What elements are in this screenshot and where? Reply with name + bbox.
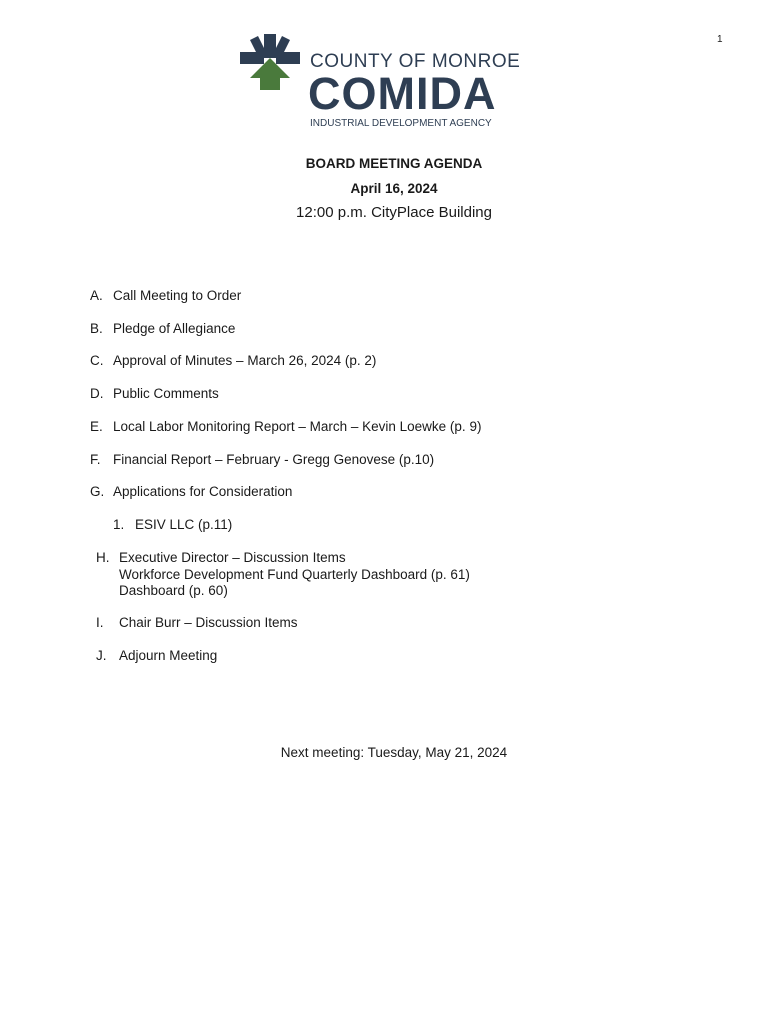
comida-logo	[240, 34, 542, 130]
item-letter: G.	[90, 484, 105, 499]
item-letter: F.	[90, 452, 101, 467]
item-text: Public Comments	[113, 386, 219, 401]
item-letter: B.	[90, 321, 103, 336]
meeting-date: April 16, 2024	[350, 181, 438, 196]
logo-comida-text: COMIDA	[308, 68, 497, 119]
next-meeting: Next meeting: Tuesday, May 21, 2024	[280, 745, 508, 760]
item-subline: Workforce Development Fund Quarterly Dashboard (p. 61)	[119, 567, 470, 582]
item-subline: Dashboard (p. 60)	[119, 583, 228, 598]
item-text: ESIV LLC (p.11)	[135, 517, 233, 532]
asterisk-logo-icon	[240, 34, 300, 94]
item-text: Local Labor Monitoring Report – March – Kevin Loewke (p. 9)	[113, 419, 482, 434]
item-letter: C.	[90, 353, 104, 368]
item-letter: J.	[96, 648, 107, 663]
item-text: Applications for Consideration	[113, 484, 293, 499]
item-text: Executive Director – Discussion Items	[119, 550, 346, 565]
item-text: Pledge of Allegiance	[113, 321, 236, 336]
logo-agency-text: INDUSTRIAL DEVELOPMENT AGENCY	[310, 118, 492, 129]
agenda-title: BOARD MEETING AGENDA	[305, 156, 483, 171]
item-letter: E.	[90, 419, 103, 434]
item-letter: D.	[90, 386, 104, 401]
item-text: Adjourn Meeting	[119, 648, 218, 663]
item-letter: H.	[96, 550, 110, 565]
item-number: 1.	[113, 517, 125, 532]
logo-county-text: COUNTY OF MONROE	[310, 51, 521, 72]
item-letter: A.	[90, 288, 103, 303]
item-text: Financial Report – February - Gregg Genovese (p.10)	[113, 452, 435, 467]
item-text: Call Meeting to Order	[113, 288, 242, 303]
item-text: Approval of Minutes – March 26, 2024 (p. 2)	[113, 353, 377, 368]
meeting-time-location: 12:00 p.m. CityPlace Building	[296, 204, 492, 221]
page-number: 1	[717, 34, 723, 45]
item-text: Chair Burr – Discussion Items	[119, 615, 298, 630]
item-letter: I.	[96, 615, 104, 630]
